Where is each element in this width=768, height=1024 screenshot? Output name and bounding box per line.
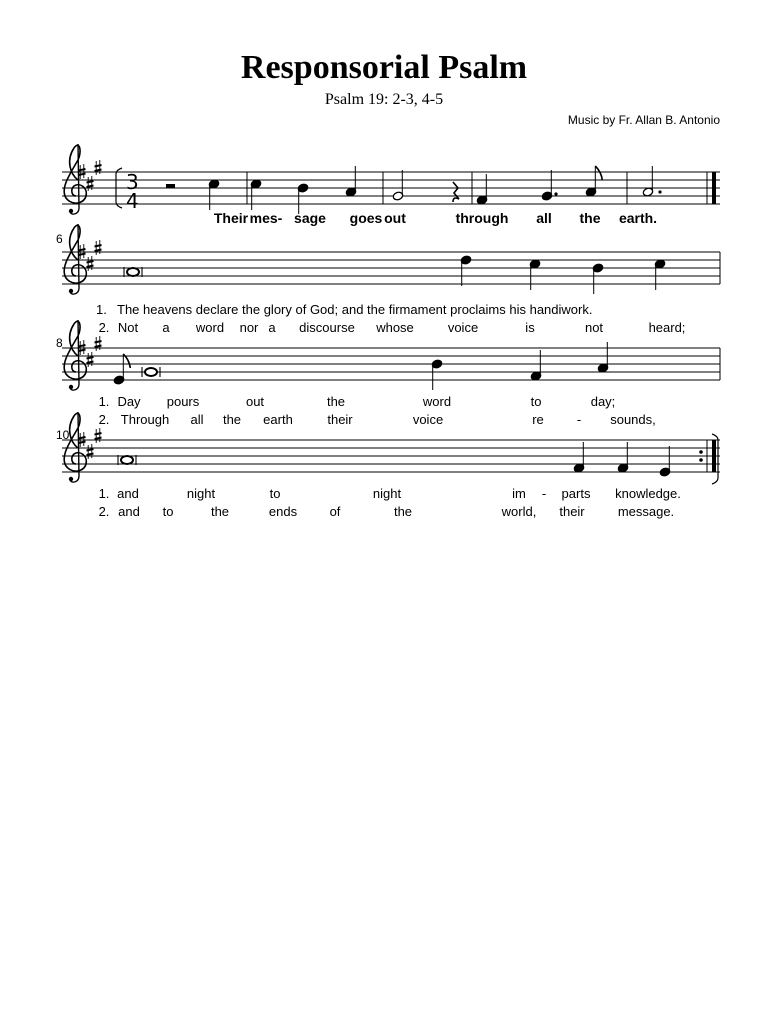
lyric-syllable: not: [584, 320, 604, 335]
measure-number: 8: [56, 336, 63, 350]
lyric-syllable: their: [559, 504, 585, 519]
lyric-syllable: -: [576, 412, 582, 427]
lyric-syllable: the: [326, 394, 346, 409]
lyric-syllable: all: [536, 210, 552, 226]
key-sharp: [87, 176, 94, 191]
breve-note: [145, 368, 157, 376]
lyric-syllable: 2.: [98, 320, 110, 335]
lyric-syllable: message.: [617, 504, 675, 519]
lyric-syllable: 1.: [98, 486, 110, 501]
key-sharp: [95, 336, 102, 351]
lyric-syllable: The heavens declare the glory of God; and the firmament proclaims his handiwork.: [117, 302, 593, 317]
lyric-syllable: pours: [166, 394, 200, 409]
time-sig-denominator: 4: [126, 189, 139, 213]
lyric-syllable: sage: [294, 210, 326, 226]
lyric-syllable: a: [162, 320, 170, 335]
lyric-syllable: heard;: [648, 320, 686, 335]
key-sharp: [87, 352, 94, 367]
lyric-syllable: 2.: [98, 504, 110, 519]
lyric-syllable: 1.: [98, 394, 110, 409]
note-flag: [595, 166, 602, 180]
lyric-syllable: their: [327, 412, 353, 427]
lyric-syllable: -: [541, 486, 547, 501]
lyric-syllable: out: [245, 394, 265, 409]
time-sig-numerator: 3: [126, 170, 139, 194]
lyric-syllable: night: [372, 486, 402, 501]
lyric-syllable: the: [210, 504, 230, 519]
lyric-syllable: and: [117, 486, 139, 501]
key-sharp: [95, 160, 102, 175]
lyric-syllable: nor: [239, 320, 259, 335]
half-rest: [166, 184, 175, 188]
lyric-syllable: the: [579, 210, 601, 226]
lyric-syllable: all: [190, 412, 204, 427]
lyric-syllable: Through: [120, 412, 170, 427]
key-sharp: [87, 444, 94, 459]
lyric-syllable: 1.: [96, 302, 107, 317]
lyric-syllable: 2.: [98, 412, 110, 427]
repeat-dot: [699, 458, 703, 462]
lyric-syllable: word: [422, 394, 452, 409]
lyric-syllable: night: [186, 486, 216, 501]
lyric-syllable: and: [118, 504, 140, 519]
lyric-syllable: mes-: [249, 210, 283, 226]
lyric-syllable: whose: [376, 320, 414, 335]
lyric-syllable: earth.: [618, 210, 658, 226]
lyric-syllable: im: [512, 486, 526, 501]
lyric-syllable: Day: [117, 394, 141, 409]
lyric-syllable: world,: [501, 504, 537, 519]
lyric-syllable: to: [530, 394, 542, 409]
quarter-rest: [453, 182, 459, 202]
lyric-syllable: day;: [590, 394, 616, 409]
measure-number: 10: [56, 428, 70, 442]
lyric-syllable: word: [195, 320, 225, 335]
lyric-syllable: parts: [561, 486, 591, 501]
lyric-syllable: to: [269, 486, 281, 501]
lyric-syllable: discourse: [299, 320, 355, 335]
lyric-syllable: Their: [213, 210, 249, 226]
key-sharp: [95, 240, 102, 255]
repeat-dot: [699, 450, 703, 454]
lyric-syllable: to: [162, 504, 174, 519]
lyric-syllable: voice: [412, 412, 444, 427]
breve-note: [121, 456, 133, 464]
lyric-syllable: through: [455, 210, 509, 226]
note-dot: [658, 190, 661, 193]
page-subtitle: Psalm 19: 2-3, 4-5: [324, 91, 444, 108]
lyric-syllable: a: [268, 320, 276, 335]
lyric-syllable: is: [525, 320, 535, 335]
measure-number: 6: [56, 232, 63, 246]
note-dot: [554, 192, 557, 195]
lyric-syllable: re: [532, 412, 544, 427]
lyric-syllable: Not: [117, 320, 139, 335]
lyric-syllable: goes: [349, 210, 383, 226]
breve-note: [127, 268, 139, 276]
lyric-syllable: earth: [263, 412, 293, 427]
lyric-syllable: ends: [268, 504, 298, 519]
lyric-syllable: sounds,: [610, 412, 656, 427]
lyric-syllable: of: [329, 504, 341, 519]
lyric-syllable: the: [222, 412, 242, 427]
key-sharp: [87, 256, 94, 271]
lyric-syllable: voice: [447, 320, 479, 335]
key-sharp: [95, 428, 102, 443]
page-title: Responsorial Psalm: [240, 49, 528, 86]
lyric-syllable: knowledge.: [615, 486, 681, 501]
lyric-syllable: the: [393, 504, 413, 519]
composer-credit: Music by Fr. Allan B. Antonio: [567, 113, 720, 127]
lyric-syllable: out: [384, 210, 406, 226]
